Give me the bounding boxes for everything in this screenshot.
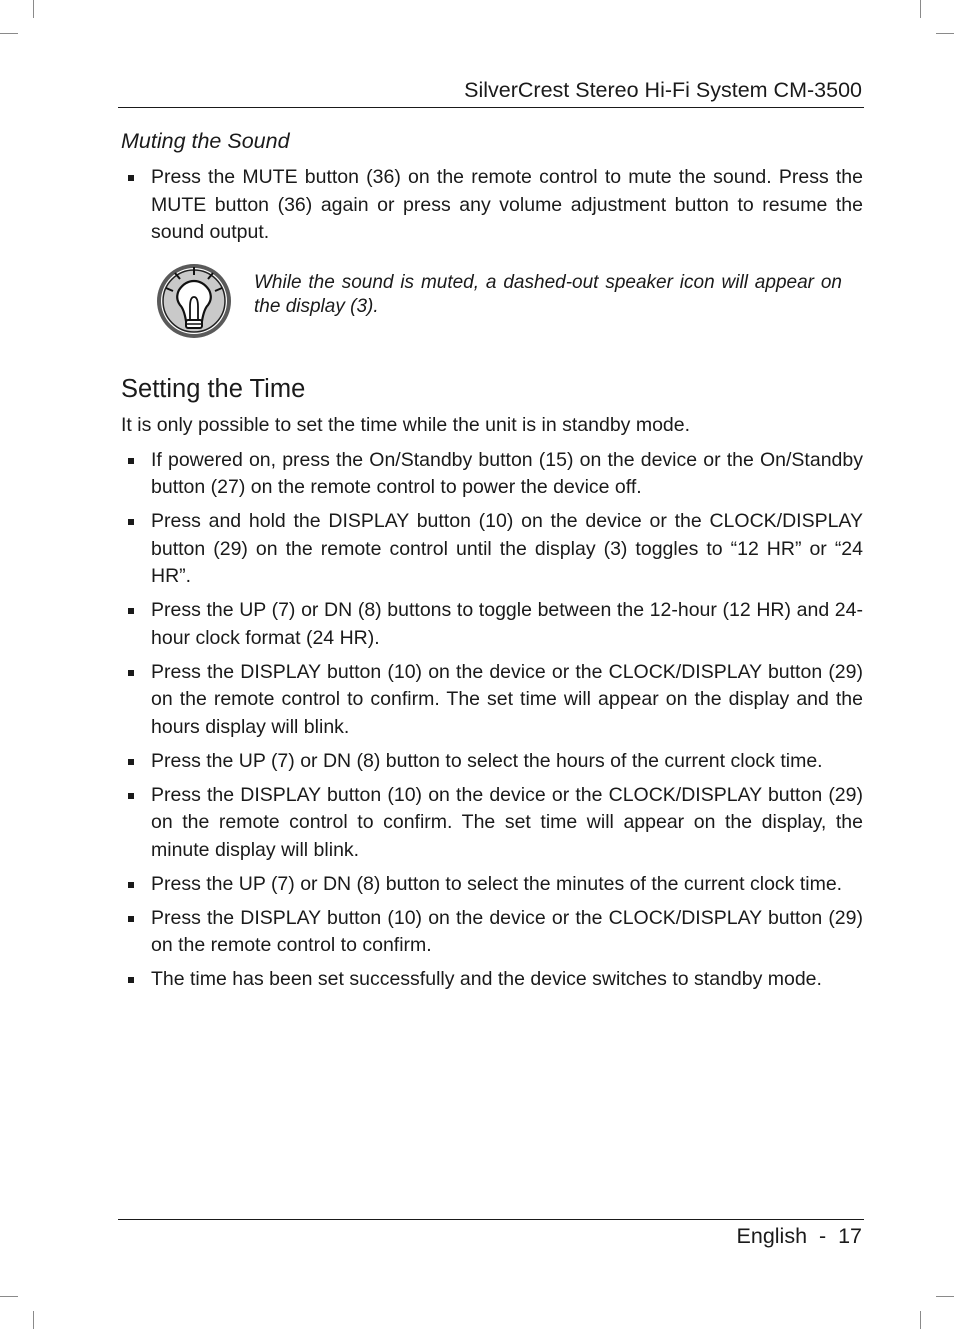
- header-rule: [118, 107, 864, 108]
- crop-mark: [33, 1311, 34, 1329]
- crop-mark: [0, 33, 18, 34]
- list-item: Press the DISPLAY button (10) on the device or the CLOCK/DISPLAY button (29) on the remote control to confirm.: [121, 905, 863, 960]
- crop-mark: [936, 1296, 954, 1297]
- list-item: If powered on, press the On/Standby button (15) on the device or the On/Standby button (27) on the remote control to power the device off.: [121, 447, 863, 502]
- list-item: Press the DISPLAY button (10) on the device or the CLOCK/DISPLAY button (29) on the remote control to confirm. The set time will appear on the display, the minute display will blink.: [121, 782, 863, 865]
- muting-list: [121, 164, 863, 247]
- list-item: Press the DISPLAY button (10) on the device or the CLOCK/DISPLAY button (29) on the remote control to confirm. The set time will appear on the display and the hours display will blink.: [121, 659, 863, 742]
- section-intro: It is only possible to set the time while the unit is in standby mode.: [121, 413, 691, 436]
- time-steps-list: [121, 447, 863, 994]
- page-content: [121, 126, 863, 1000]
- list-item: Press the UP (7) or DN (8) button to select the minutes of the current clock time.: [121, 871, 863, 899]
- crop-mark: [920, 1311, 921, 1329]
- list-item: Press the UP (7) or DN (8) buttons to toggle between the 12-hour (12 HR) and 24-hour clock format (24 HR).: [121, 597, 863, 652]
- section-title: Setting the Time: [121, 374, 306, 403]
- list-item: Press the UP (7) or DN (8) button to select the hours of the current clock time.: [121, 748, 863, 776]
- note-text: While the sound is muted, a dashed-out speaker icon will appear on the display (3).: [254, 271, 842, 317]
- crop-mark: [0, 1296, 18, 1297]
- page-header: SilverCrest Stereo Hi-Fi System CM-3500: [464, 78, 862, 102]
- list-item: The time has been set successfully and the device switches to standby mode.: [121, 966, 863, 994]
- crop-mark: [920, 0, 921, 18]
- lightbulb-icon: [155, 261, 237, 341]
- list-item: Press and hold the DISPLAY button (10) on the device or the CLOCK/DISPLAY button (29) on the remote control until the display (3) toggles to “12 HR” or “24 HR”.: [121, 508, 863, 591]
- note-box: [121, 261, 863, 346]
- footer-rule: [118, 1219, 864, 1220]
- list-item: Press the MUTE button (36) on the remote control to mute the sound. Press the MUTE button (36) again or press any volume adjustment button to resume the sound output.: [121, 164, 863, 247]
- crop-mark: [33, 0, 34, 18]
- page-number: English - 17: [736, 1224, 862, 1248]
- crop-mark: [936, 33, 954, 34]
- muting-heading: Muting the Sound: [121, 129, 290, 153]
